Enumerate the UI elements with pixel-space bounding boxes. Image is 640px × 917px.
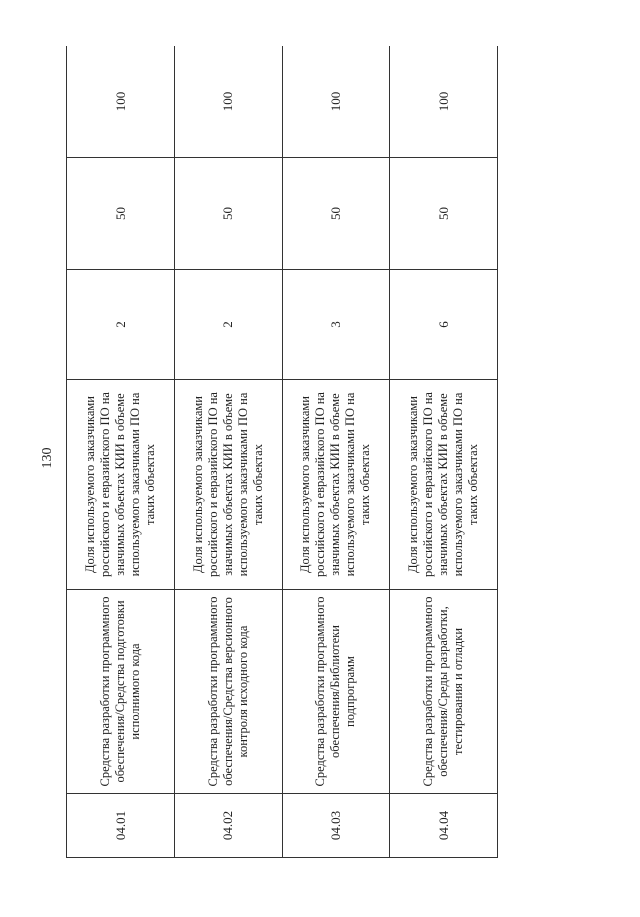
row-value-3: 100 — [282, 46, 390, 158]
row-value-3: 100 — [67, 46, 175, 158]
row-code: 04.04 — [390, 794, 498, 858]
row-code: 04.01 — [67, 794, 175, 858]
row-value-3: 100 — [390, 46, 498, 158]
row-value-2: 50 — [282, 158, 390, 270]
table-frame — [66, 46, 498, 858]
row-value-2: 50 — [390, 158, 498, 270]
row-name: Средства разработки программного обеспечения/Средства подготовки исполнимого кода — [67, 590, 175, 794]
row-value-1: 6 — [390, 270, 498, 380]
row-indicator: Доля используемого заказчиками российского и евразийского ПО на значимых объектах КИИ в объеме используемого заказчиками ПО на таких объектах — [174, 380, 282, 590]
row-value-2: 50 — [174, 158, 282, 270]
table-row — [282, 46, 390, 858]
row-indicator: Доля используемого заказчиками российского и евразийского ПО на значимых объектах КИИ в объеме используемого заказчиками ПО на таких объектах — [67, 380, 175, 590]
table-row — [67, 46, 175, 858]
row-value-1: 3 — [282, 270, 390, 380]
row-value-3: 100 — [174, 46, 282, 158]
row-indicator: Доля используемого заказчиками российского и евразийского ПО на значимых объектах КИИ в объеме используемого заказчиками ПО на таких объектах — [390, 380, 498, 590]
row-value-2: 50 — [67, 158, 175, 270]
row-name: Средства разработки программного обеспечения/Библиотеки подпрограмм — [282, 590, 390, 794]
table-row — [390, 46, 498, 858]
data-table — [66, 46, 498, 858]
page-number: 130 — [40, 447, 55, 469]
row-code: 04.02 — [174, 794, 282, 858]
table-row — [174, 46, 282, 858]
row-name: Средства разработки программного обеспечения/Средства версионного контроля исходного кода — [174, 590, 282, 794]
row-code: 04.03 — [282, 794, 390, 858]
row-name: Средства разработки программного обеспечения/Среды разработки, тестирования и отладки — [390, 590, 498, 794]
row-value-1: 2 — [174, 270, 282, 380]
row-value-1: 2 — [67, 270, 175, 380]
row-indicator: Доля используемого заказчиками российского и евразийского ПО на значимых объектах КИИ в объеме используемого заказчиками ПО на таких объектах — [282, 380, 390, 590]
